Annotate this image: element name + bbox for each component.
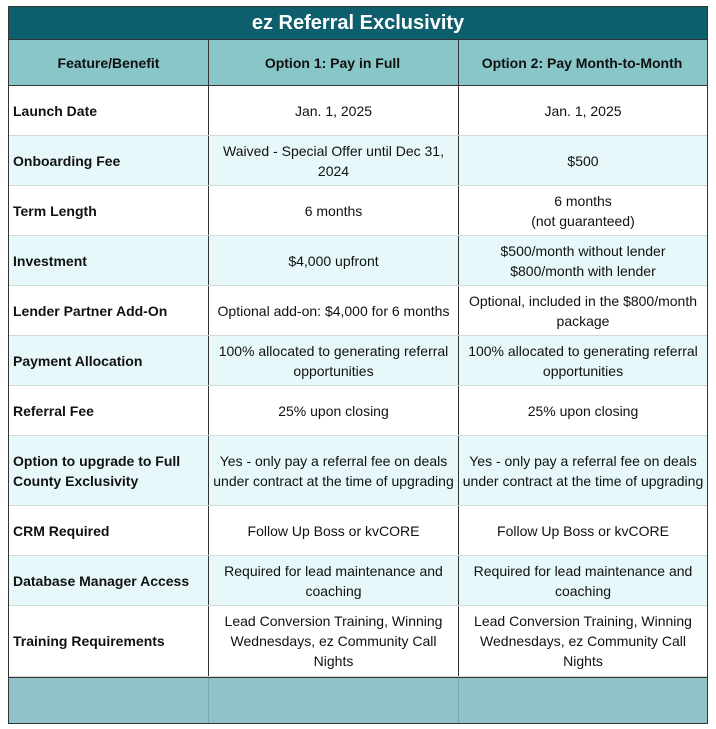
option1-cell: Follow Up Boss or kvCORE <box>209 506 459 555</box>
option1-cell: Jan. 1, 2025 <box>209 86 459 135</box>
header-option2: Option 2: Pay Month-to-Month <box>481 54 683 71</box>
table-row <box>9 386 707 436</box>
option1-cell: Yes - only pay a referral fee on deals under contract at the time of upgrading <box>209 436 459 505</box>
option2-cell: $500 <box>567 152 599 169</box>
option1-cell: $4,000 upfront <box>209 236 459 285</box>
option2-cell: Optional, included in the $800/month package <box>468 292 698 329</box>
table-row <box>9 556 707 606</box>
footer-cell <box>459 678 707 723</box>
feature-cell: Database Manager Access <box>9 556 209 605</box>
option1-cell: 25% upon closing <box>209 386 459 435</box>
table-row <box>9 506 707 556</box>
table-title: ez Referral Exclusivity <box>9 7 707 40</box>
option2-cell: Yes - only pay a referral fee on deals under contract at the time of upgrading <box>462 452 704 489</box>
feature-cell: Onboarding Fee <box>9 136 209 185</box>
header-feature: Feature/Benefit <box>9 40 209 85</box>
feature-cell: Term Length <box>9 186 209 235</box>
option1-cell: Waived - Special Offer until Dec 31, 2024 <box>209 136 459 185</box>
header-row <box>9 40 707 86</box>
feature-cell: Training Requirements <box>9 606 209 676</box>
feature-cell: Launch Date <box>9 86 209 135</box>
option1-cell: Optional add-on: $4,000 for 6 months <box>209 286 459 335</box>
option1-cell: Required for lead maintenance and coaching <box>209 556 459 605</box>
table-row <box>9 436 707 506</box>
option2-cell: Lead Conversion Training, Winning Wednesdays, ez Community Call Nights <box>474 613 692 669</box>
header-option1: Option 1: Pay in Full <box>209 40 459 85</box>
option2-cell: 25% upon closing <box>527 402 639 419</box>
footer-row <box>9 677 707 723</box>
feature-cell: Referral Fee <box>9 386 209 435</box>
option2-cell <box>459 186 707 235</box>
table-row <box>9 286 707 336</box>
term-length-line1: 6 months (not guaranteed) <box>531 192 635 229</box>
option2-cell: Required for lead maintenance and coaching <box>473 562 693 599</box>
option2-cell: Jan. 1, 2025 <box>544 102 622 119</box>
table-row <box>9 336 707 386</box>
feature-cell: Option to upgrade to Full County Exclusivity <box>9 436 209 505</box>
referral-table <box>8 6 708 724</box>
feature-cell: CRM Required <box>9 506 209 555</box>
feature-cell: Investment <box>9 236 209 285</box>
option2-cell: 100% allocated to generating referral opportunities <box>468 342 698 379</box>
option1-cell: Lead Conversion Training, Winning Wednesdays, ez Community Call Nights <box>209 606 459 676</box>
investment-lines: $500/month without lender $800/month with lender <box>500 242 666 279</box>
feature-cell: Lender Partner Add-On <box>9 286 209 335</box>
footer-cell <box>9 678 209 723</box>
option1-cell: 6 months <box>209 186 459 235</box>
table-row <box>9 86 707 136</box>
table-row <box>9 606 707 677</box>
footer-cell <box>209 678 459 723</box>
table-row <box>9 136 707 186</box>
table-row <box>9 186 707 236</box>
feature-cell: Payment Allocation <box>9 336 209 385</box>
option2-cell: Follow Up Boss or kvCORE <box>497 522 669 539</box>
option1-cell: 100% allocated to generating referral opportunities <box>209 336 459 385</box>
table-row <box>9 236 707 286</box>
option2-cell <box>459 236 707 285</box>
